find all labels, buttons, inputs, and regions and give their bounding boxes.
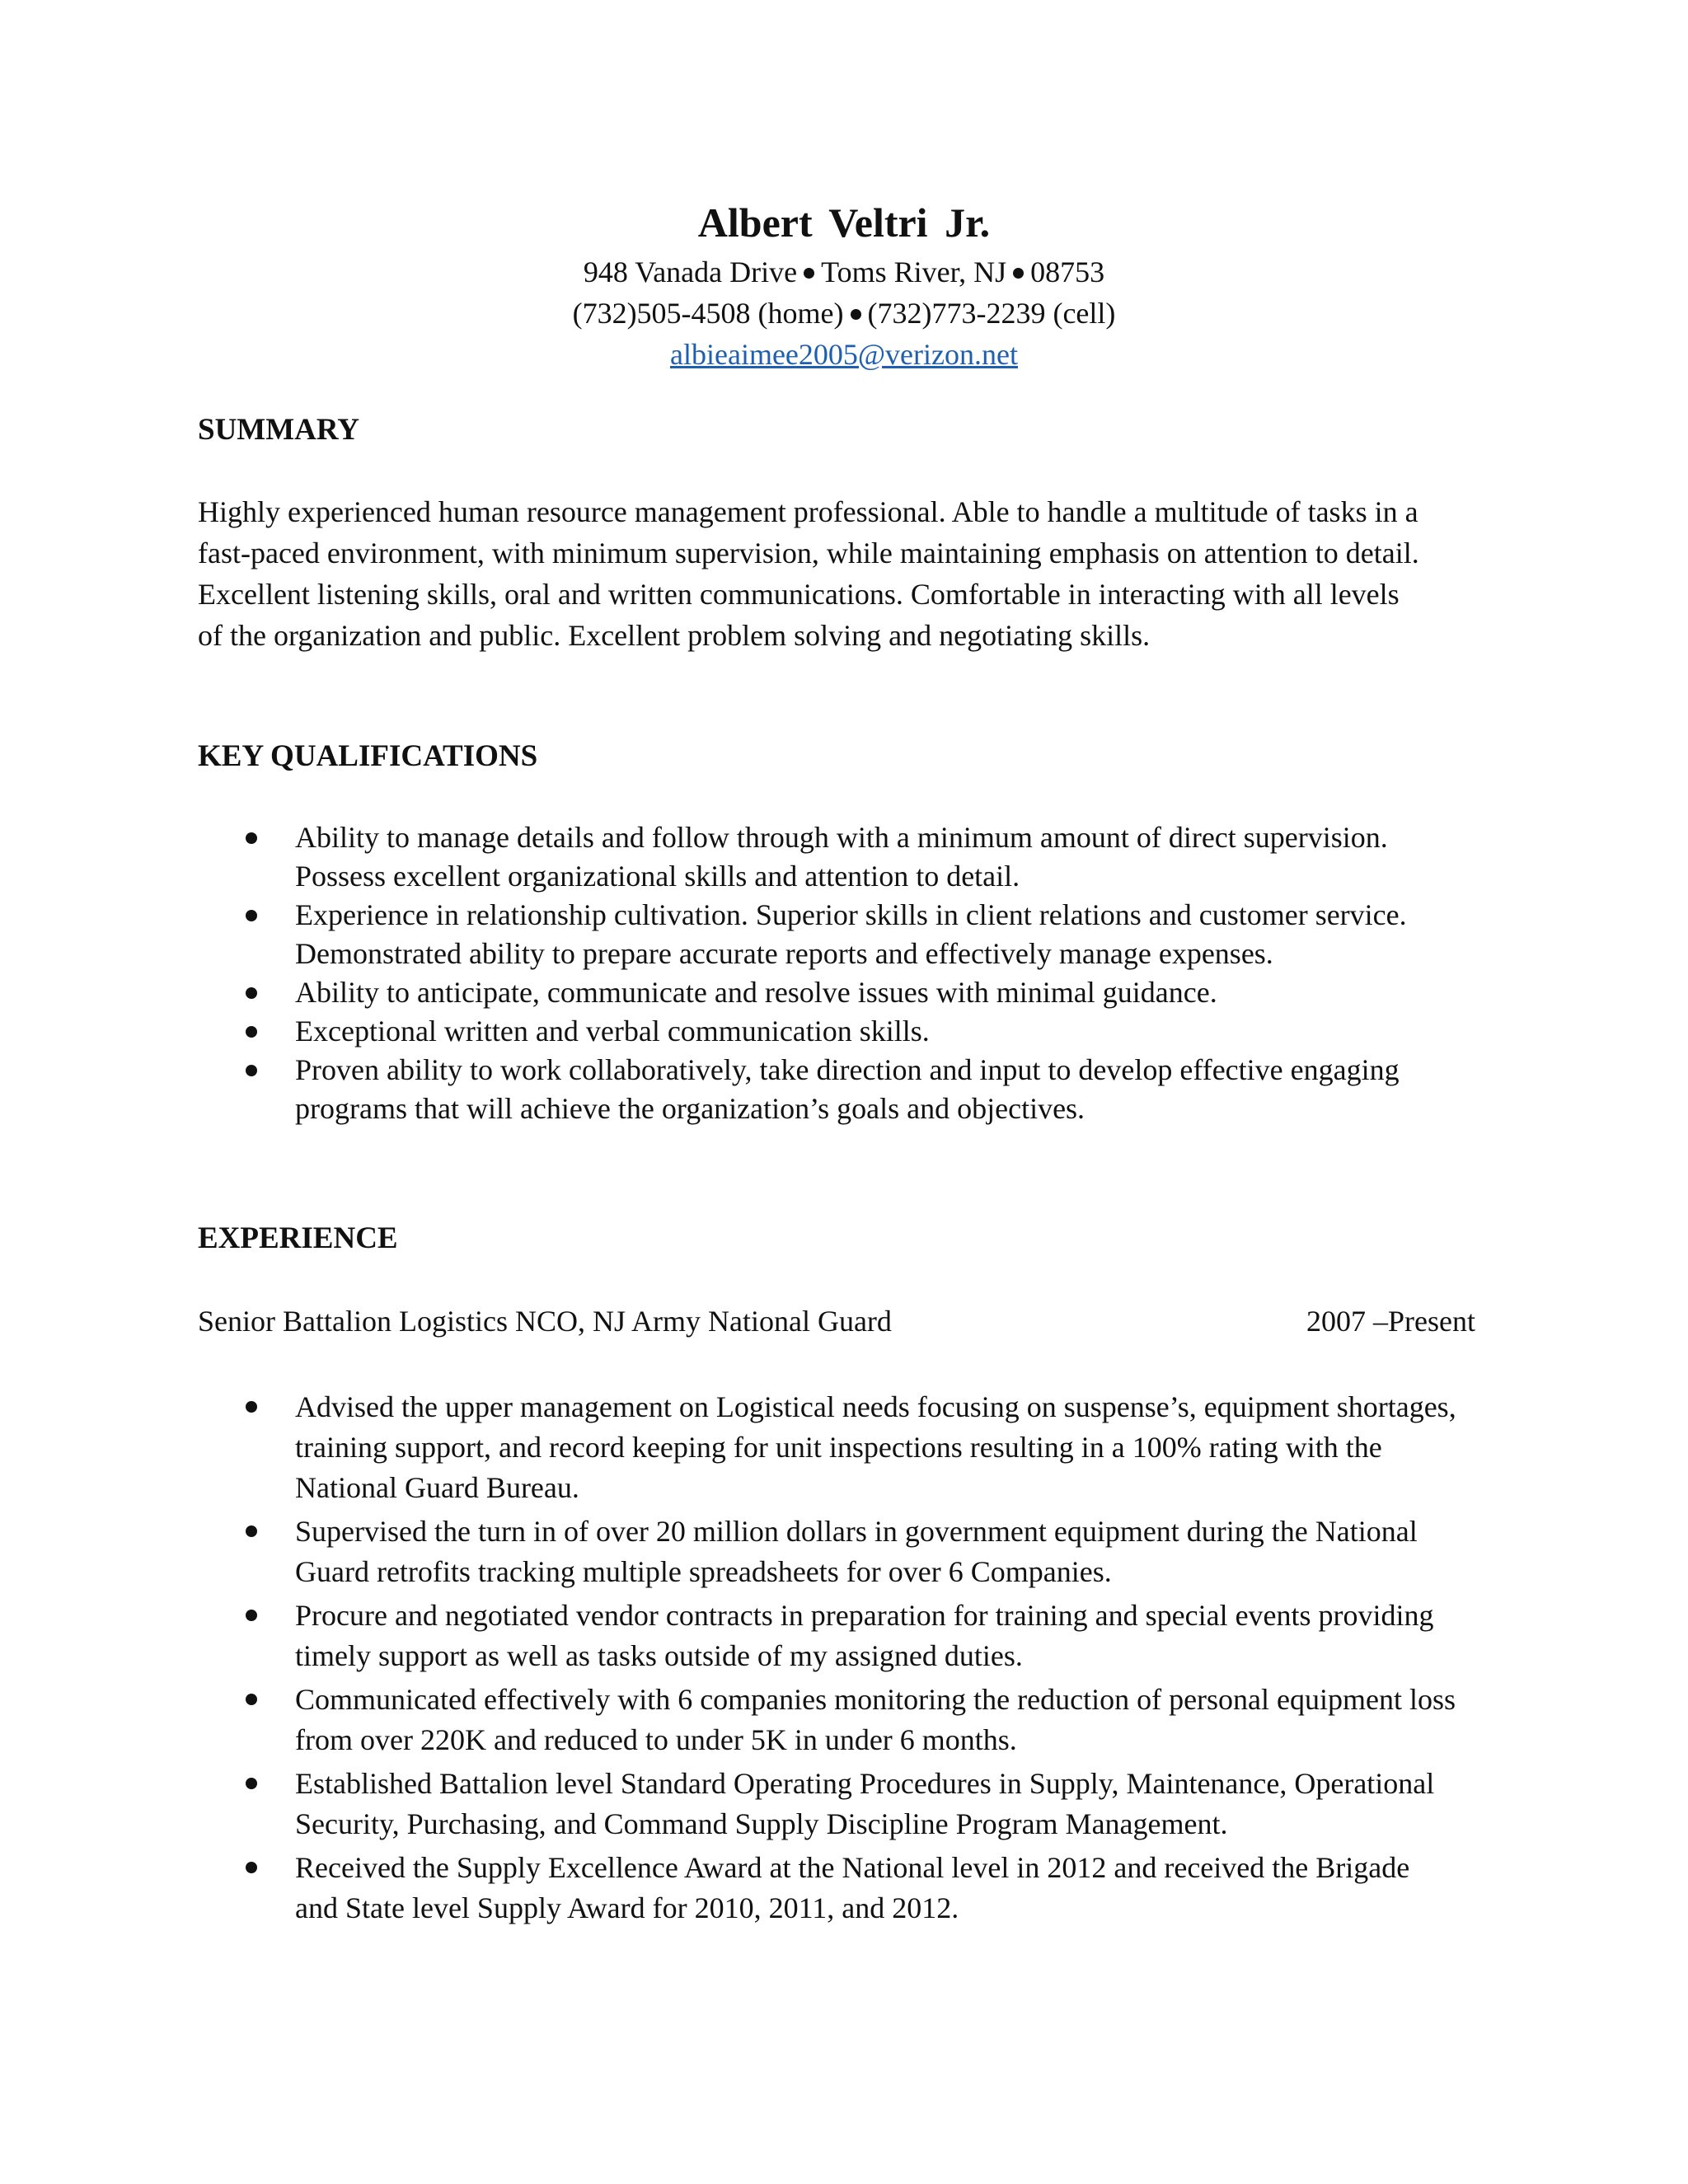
- summary-heading: SUMMARY: [198, 413, 360, 447]
- bullet-icon: [246, 1526, 257, 1537]
- address-line: [0, 251, 1688, 293]
- summary-text: Highly experienced human resource management professional. Able to handle a multitude of tasks in a fast-paced environment, with minimum supervision, while maintaining emphasis on attention to detail. Excellent listening skills, oral and written communications. Comfortable in interacting with all levels of the organization and public. Excellent problem solving and negotiating skills.: [198, 495, 1419, 652]
- home-phone: (732)505-4508 (home): [572, 297, 844, 330]
- bullet-icon: [246, 1862, 257, 1873]
- list-item: Ability to anticipate, communicate and resolve issues with minimal guidance.: [198, 973, 1459, 1012]
- bullet-dot-icon: [851, 309, 861, 320]
- list-item: Ability to manage details and follow through with a minimum amount of direct supervision. Possess excellent organizational skills and attention to detail.: [198, 818, 1459, 896]
- phone-line: [0, 293, 1688, 334]
- list-item: Established Battalion level Standard Operating Procedures in Supply, Maintenance, Operational Security, Purchasing, and Command Supply Discipline Program Management.: [198, 1764, 1459, 1844]
- bullet-icon: [246, 1026, 257, 1038]
- list-item: Experience in relationship cultivation. Superior skills in client relations and customer service. Demonstrated ability to prepare accurate reports and effectively manage expenses.: [198, 896, 1459, 973]
- list-item: Procure and negotiated vendor contracts in preparation for training and special events providing timely support as well as tasks outside of my assigned duties.: [198, 1596, 1459, 1676]
- bullet-icon: [246, 910, 257, 921]
- list-item: Proven ability to work collaboratively, take direction and input to develop effective engaging programs that will achieve the organization’s goals and objectives.: [198, 1051, 1459, 1128]
- bullet-icon: [246, 1610, 257, 1621]
- qualifications-heading: KEY QUALIFICATIONS: [198, 739, 538, 773]
- bullet-icon: [246, 1065, 257, 1076]
- street-address: 948 Vanada Drive: [583, 255, 798, 288]
- list-item: Communicated effectively with 6 companies monitoring the reduction of personal equipment loss from over 220K and reduced to under 5K in under 6 months.: [198, 1680, 1459, 1760]
- candidate-name: Albert Veltri Jr.: [697, 199, 991, 246]
- bullet-dot-icon: [1013, 268, 1024, 279]
- job-dates: 2007 –Present: [1306, 1305, 1475, 1338]
- list-item: Received the Supply Excellence Award at the National level in 2012 and received the Brigade and State level Supply Award for 2010, 2011, and 2012.: [198, 1848, 1459, 1929]
- job-title: Senior Battalion Logistics NCO, NJ Army National Guard: [198, 1305, 892, 1338]
- list-item: Exceptional written and verbal communication skills.: [198, 1012, 1459, 1051]
- qualifications-list: [198, 818, 1459, 1128]
- bullet-icon: [246, 1694, 257, 1705]
- cell-phone: (732)773-2239 (cell): [867, 297, 1116, 330]
- city-state: Toms River, NJ: [821, 255, 1007, 288]
- bullet-icon: [246, 1401, 257, 1413]
- experience-heading: EXPERIENCE: [198, 1221, 398, 1255]
- job-row: [198, 1301, 1475, 1342]
- list-item: Supervised the turn in of over 20 million dollars in government equipment during the National Guard retrofits tracking multiple spreadsheets for over 6 Companies.: [198, 1511, 1459, 1592]
- resume-header: [0, 194, 1688, 375]
- bullet-icon: [246, 1778, 257, 1789]
- bullet-icon: [246, 987, 257, 999]
- bullet-icon: [246, 832, 257, 844]
- experience-list: [198, 1387, 1459, 1932]
- list-item: Advised the upper management on Logistical needs focusing on suspense’s, equipment shortages, training support, and record keeping for unit inspections resulting in a 100% rating with the National Guard Bureau.: [198, 1387, 1459, 1508]
- zip-code: 08753: [1030, 255, 1105, 288]
- email-line: [0, 334, 1688, 375]
- bullet-dot-icon: [804, 268, 814, 279]
- email-link[interactable]: albieaimee2005@verizon.net: [670, 338, 1018, 371]
